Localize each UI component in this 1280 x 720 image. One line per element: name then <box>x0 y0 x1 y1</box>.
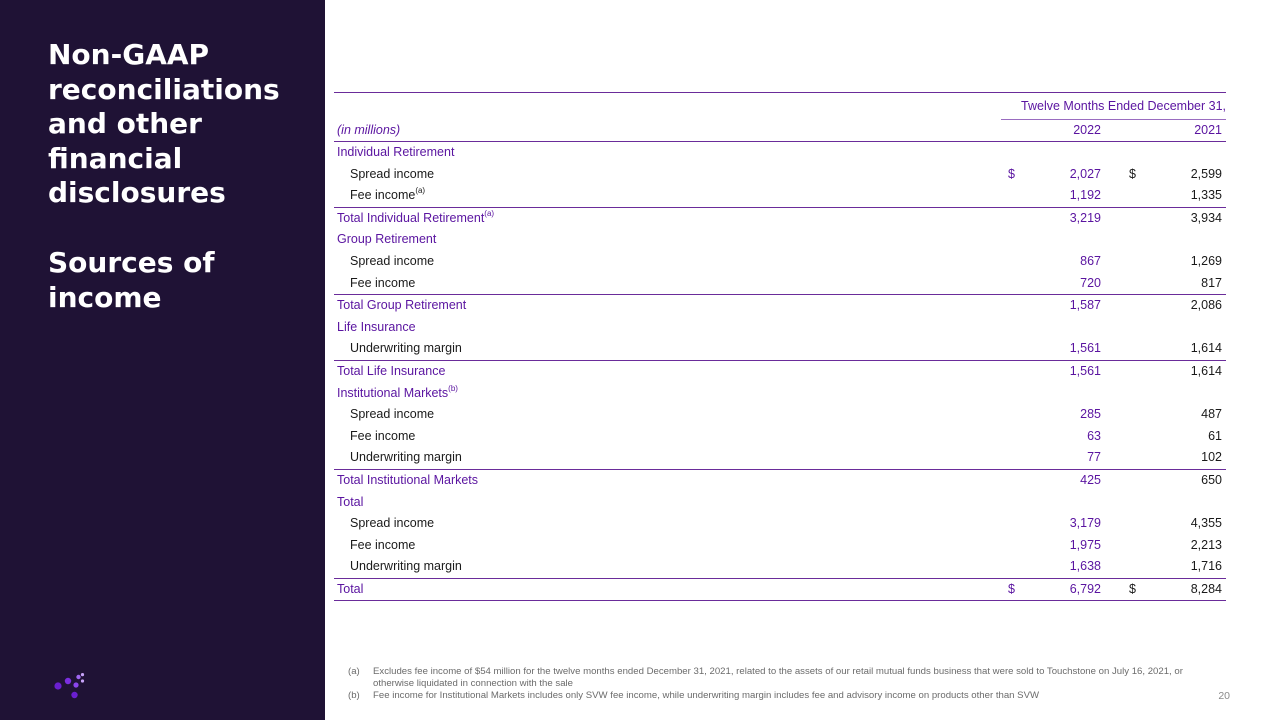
value-2022: 1,192 <box>1069 188 1101 203</box>
footnote-mark: (a) <box>348 666 360 677</box>
row-label <box>350 404 434 426</box>
value-2021: 4,355 <box>1190 516 1222 531</box>
row-label <box>337 383 458 405</box>
section-header-row <box>334 317 1226 339</box>
row-label-text: Spread income <box>350 253 435 268</box>
value-2022: 1,561 <box>1069 341 1101 356</box>
sources-of-income-table <box>334 92 1226 601</box>
row-label-text: Underwriting margin <box>350 450 462 465</box>
row-label-text: Spread income <box>350 407 435 422</box>
table-row <box>334 426 1226 448</box>
row-label-text: Total <box>337 581 364 596</box>
column-header-row <box>334 119 1226 142</box>
value-2021: 2,086 <box>1190 298 1222 313</box>
table-row <box>334 164 1226 186</box>
row-label <box>350 535 415 557</box>
value-2021: 817 <box>1201 275 1222 290</box>
row-label <box>350 164 434 186</box>
table-row <box>334 185 1226 207</box>
value-2022: 720 <box>1080 275 1101 290</box>
slide-title: Non-GAAP reconciliations and other financial disclosures <box>48 38 280 209</box>
footnote-ref: (b) <box>448 383 458 393</box>
value-2021: 1,614 <box>1190 363 1222 378</box>
value-2022: 1,561 <box>1069 363 1101 378</box>
page-number: 20 <box>1218 690 1230 702</box>
footnote-text: Fee income for Institutional Markets includes only SVW fee income, while underwriting margin includes fee and advisory income on products other than SVW <box>373 690 1040 701</box>
row-label-text: Life Insurance <box>337 319 416 334</box>
units-label: (in millions) <box>337 123 401 137</box>
row-label <box>350 513 434 535</box>
row-label-text: Group Retirement <box>337 232 437 247</box>
value-2022: 867 <box>1080 253 1101 268</box>
table-row <box>334 535 1226 557</box>
period-header-row <box>334 93 1226 119</box>
company-logo-icon <box>50 672 90 702</box>
value-2021: 1,335 <box>1190 188 1222 203</box>
total-row <box>334 578 1226 602</box>
row-label <box>337 317 416 339</box>
section-header-row <box>334 492 1226 514</box>
row-label <box>350 185 425 207</box>
currency-symbol: $ <box>1129 166 1136 181</box>
row-label <box>337 492 363 514</box>
row-label-text: Total Institutional Markets <box>337 472 479 487</box>
value-2021: 650 <box>1201 472 1222 487</box>
row-label-text: Underwriting margin <box>350 559 462 574</box>
value-2022: 1,587 <box>1069 298 1101 313</box>
value-2022: 1,975 <box>1069 537 1101 552</box>
table-body <box>334 142 1226 601</box>
row-label-text: Spread income <box>350 166 435 181</box>
footnote-a <box>348 666 1208 690</box>
value-2022: 77 <box>1087 450 1101 465</box>
footnotes <box>348 666 1208 702</box>
row-label-text: Spread income <box>350 516 435 531</box>
year-header-2021: 2021 <box>1194 123 1222 137</box>
period-header: Twelve Months Ended December 31, <box>1001 93 1226 120</box>
table-row <box>334 513 1226 535</box>
row-label-text: Total Life Insurance <box>337 363 446 378</box>
row-label <box>337 361 445 383</box>
row-label <box>337 579 363 601</box>
footnote-ref: (a) <box>415 186 426 196</box>
value-2022: 425 <box>1080 472 1101 487</box>
row-label <box>337 470 478 492</box>
row-label-text: Underwriting margin <box>350 341 462 356</box>
year-header-2022: 2022 <box>1073 123 1101 137</box>
value-2021: 1,716 <box>1190 559 1222 574</box>
row-label <box>337 142 454 164</box>
value-2022: 285 <box>1080 407 1101 422</box>
section-header-row <box>334 229 1226 251</box>
row-label-text: Fee income <box>350 188 416 203</box>
table-row <box>334 338 1226 360</box>
row-label-text: Fee income <box>350 428 416 443</box>
row-label <box>350 273 415 295</box>
currency-symbol: $ <box>1129 581 1136 596</box>
row-label-text: Fee income <box>350 537 416 552</box>
value-2022: 1,638 <box>1069 559 1101 574</box>
row-label <box>350 426 415 448</box>
value-2021: 61 <box>1208 428 1222 443</box>
total-row <box>334 294 1226 317</box>
row-label-text: Institutional Markets <box>337 385 449 400</box>
value-2022: 2,027 <box>1069 166 1101 181</box>
table-row <box>334 404 1226 426</box>
row-label <box>350 447 462 469</box>
value-2021: 1,269 <box>1190 253 1222 268</box>
section-header-row <box>334 383 1226 405</box>
row-label <box>350 338 462 360</box>
slide-subtitle: Sources of income <box>48 246 215 314</box>
value-2021: 2,599 <box>1190 166 1222 181</box>
row-label <box>337 208 494 230</box>
footnote-text: Excludes fee income of $54 million for the twelve months ended December 31, 2021, related to the assets of our retail mutual funds business that were sold to Touchstone on July 16, 2021, or otherwise liquidated in connection with the sale <box>373 666 1183 689</box>
row-label-text: Total <box>337 494 364 509</box>
table-row <box>334 556 1226 578</box>
currency-symbol: $ <box>1008 166 1015 181</box>
footnote-b <box>348 690 1208 702</box>
row-label-text: Total Group Retirement <box>337 298 467 313</box>
footnote-mark: (b) <box>348 690 360 701</box>
total-row <box>334 360 1226 383</box>
row-label-text: Total Individual Retirement <box>337 210 485 225</box>
table-row <box>334 273 1226 295</box>
value-2022: 6,792 <box>1069 581 1101 596</box>
row-label-text: Individual Retirement <box>337 145 455 159</box>
row-label <box>337 295 466 317</box>
value-2021: 487 <box>1201 407 1222 422</box>
total-row <box>334 469 1226 492</box>
value-2021: 1,614 <box>1190 341 1222 356</box>
value-2022: 63 <box>1087 428 1101 443</box>
row-label <box>350 251 434 273</box>
value-2021: 8,284 <box>1190 581 1222 596</box>
value-2021: 3,934 <box>1190 210 1222 225</box>
value-2021: 2,213 <box>1190 537 1222 552</box>
row-label <box>337 229 436 251</box>
table-row <box>334 251 1226 273</box>
value-2022: 3,219 <box>1069 210 1101 225</box>
total-row <box>334 207 1226 230</box>
footnote-ref: (a) <box>484 208 495 218</box>
table-row <box>334 447 1226 469</box>
currency-symbol: $ <box>1008 581 1015 596</box>
sidebar-panel <box>0 0 325 720</box>
value-2022: 3,179 <box>1069 516 1101 531</box>
row-label-text: Fee income <box>350 275 416 290</box>
row-label <box>350 556 462 578</box>
value-2021: 102 <box>1201 450 1222 465</box>
section-header-row <box>334 142 1226 164</box>
